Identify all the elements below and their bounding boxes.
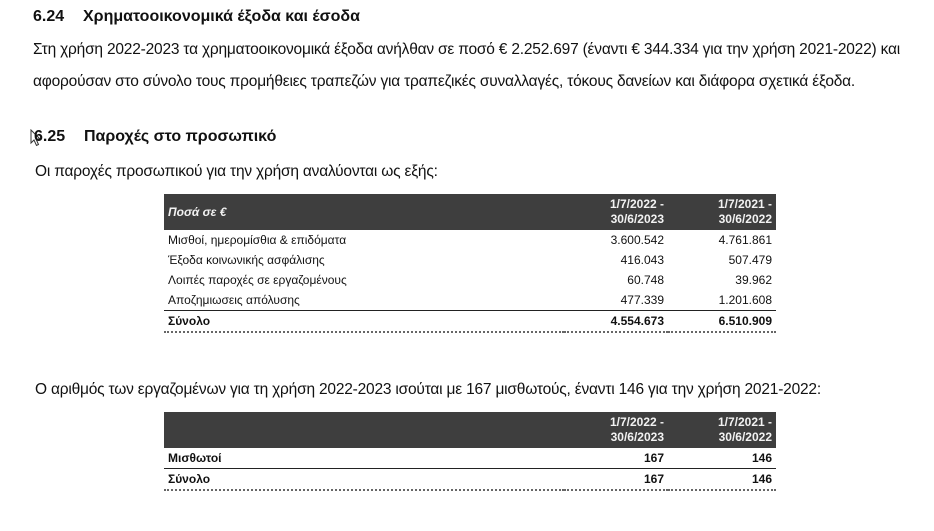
table-row (164, 448, 776, 469)
paragraph-line: Στη χρήση 2022-2023 τα χρηματοοικονομικά έξοδα ανήλθαν σε ποσό € 2.252.697 (έναντι € 344.334 για την χρήση 2021-2022) και (33, 41, 900, 58)
table-row (164, 290, 776, 311)
period-header-2023: 1/7/2022 - 30/6/2023 (564, 412, 668, 448)
total-label: Σύνολο (164, 469, 564, 491)
row-value-2023: 477.339 (620, 293, 664, 307)
table-row (164, 270, 776, 290)
paragraph-intro: Οι παροχές προσωπικού για την χρήση αναλύονται ως εξής: (35, 163, 438, 180)
table-total-row (164, 311, 776, 333)
total-value-2023: 4.554.673 (564, 311, 668, 333)
row-value-2023: 167 (643, 451, 664, 465)
section-title: Χρηματοοικονομικά έξοδα και έσοδα (83, 8, 360, 25)
section-number: 6.25 (34, 128, 66, 145)
table-header-label: Ποσά σε € (164, 194, 564, 230)
section-6-24-heading (33, 8, 360, 26)
total-label: Σύνολο (164, 311, 564, 333)
table-header-row (164, 194, 776, 230)
table-total-row (164, 469, 776, 491)
section-title: Παροχές στο προσωπικό (84, 128, 277, 145)
row-value-2022: 39.962 (735, 273, 772, 287)
row-label: Μισθωτοί (168, 451, 222, 465)
row-value-2022: 1.201.608 (718, 293, 772, 307)
total-value-2023: 167 (564, 469, 668, 491)
row-label: Έξοδα κοινωνικής ασφάλισης (168, 253, 325, 267)
section-6-25-heading (34, 128, 276, 146)
paragraph-line: αφορούσαν στο σύνολο τους προμήθειες τραπεζών για τραπεζικές συναλλαγές, τόκους δανείων και διάφορα σχετικά έξοδα. (33, 73, 856, 90)
table-header-row (164, 412, 776, 448)
personnel-benefits-table (164, 194, 776, 333)
row-label: Μισθοί, ημερομίσθια & επιδόματα (168, 233, 347, 247)
row-label: Λοιπές παροχές σε εργαζομένους (168, 273, 347, 287)
period-header-2023: 1/7/2022 - 30/6/2023 (564, 194, 668, 230)
table-row (164, 250, 776, 270)
table-row (164, 230, 776, 250)
total-value-2022: 6.510.909 (668, 311, 776, 333)
table-header-label (164, 412, 564, 448)
row-value-2023: 60.748 (627, 273, 664, 287)
period-header-2022: 1/7/2021 - 30/6/2022 (668, 194, 776, 230)
row-value-2022: 507.479 (728, 253, 772, 267)
row-value-2023: 416.043 (620, 253, 664, 267)
row-label: Αποζημιωσεις απόλυσης (168, 293, 300, 307)
row-value-2022: 4.761.861 (718, 233, 772, 247)
employees-count-table (164, 412, 776, 491)
row-value-2023: 3.600.542 (610, 233, 664, 247)
row-value-2022: 146 (751, 451, 772, 465)
period-header-2022: 1/7/2021 - 30/6/2022 (668, 412, 776, 448)
employees-paragraph: Ο αριθμός των εργαζομένων για τη χρήση 2022-2023 ισούται με 167 μισθωτούς, έναντι 146 για την χρήση 2021-2022: (35, 381, 821, 398)
total-value-2022: 146 (668, 469, 776, 491)
section-number: 6.24 (33, 8, 65, 25)
